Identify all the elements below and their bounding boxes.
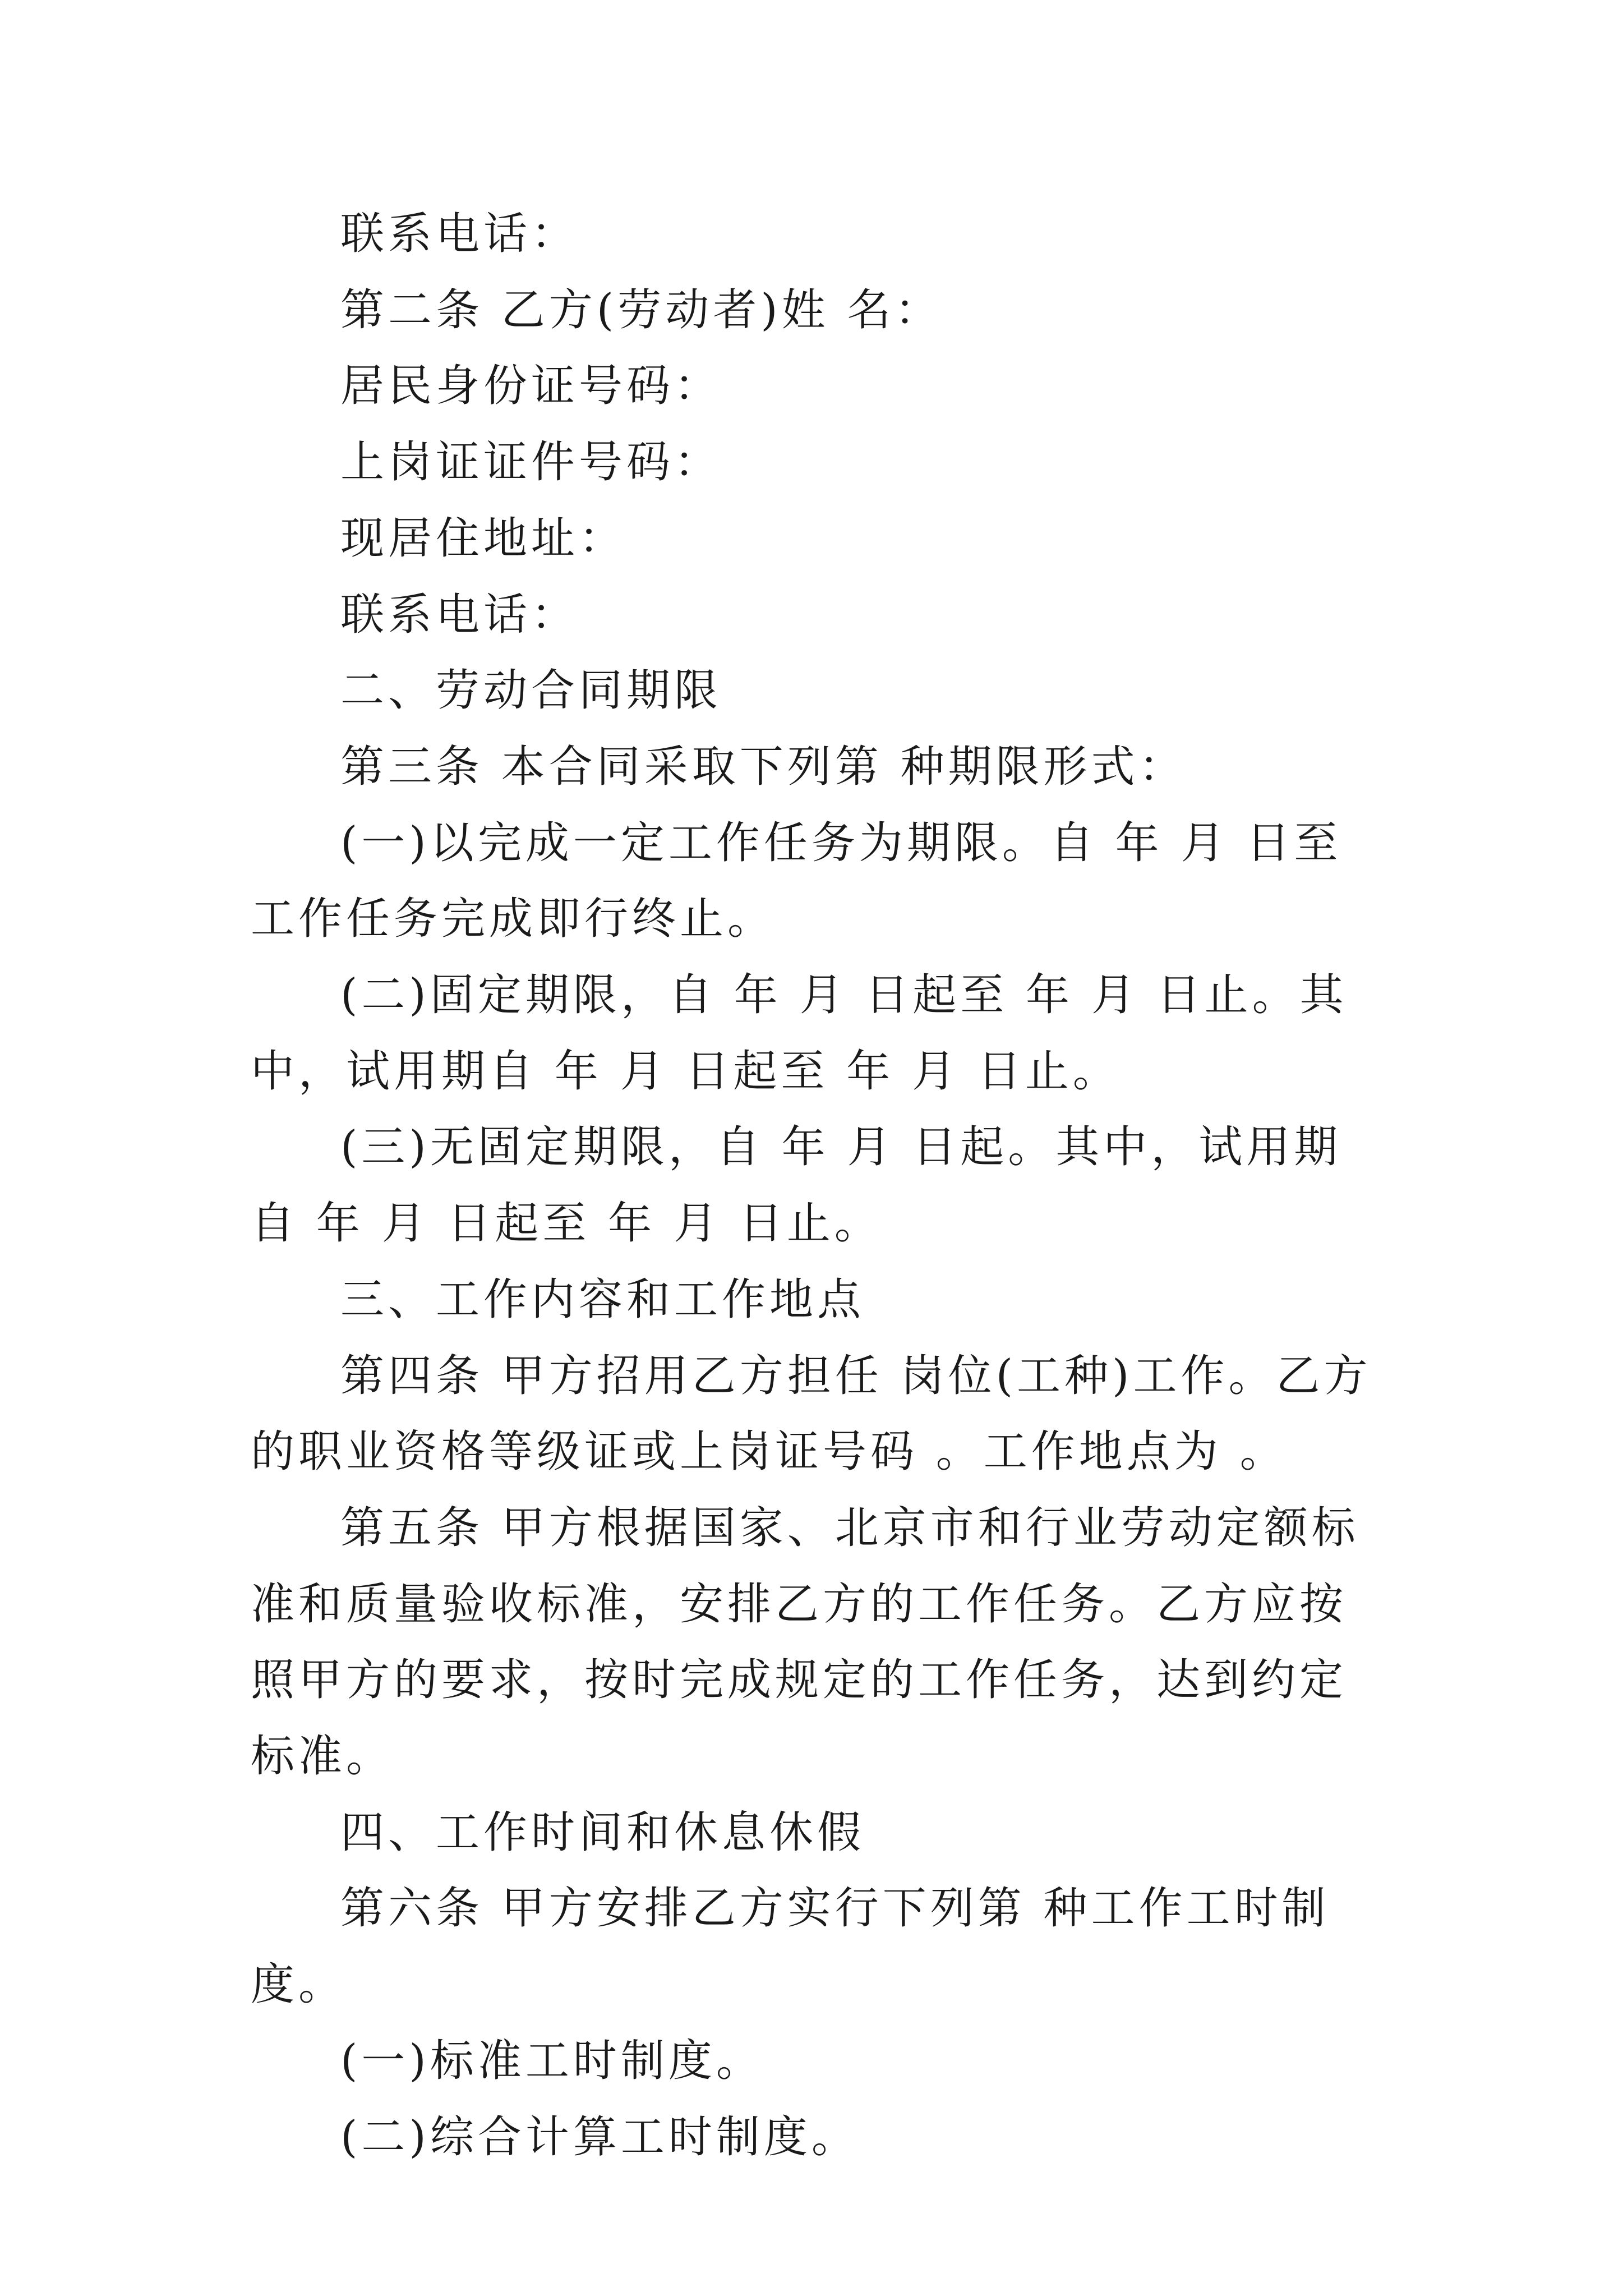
paragraph-article-3: 第三条 本合同采取下列第 种期限形式： xyxy=(340,741,1187,792)
paragraph-hours-option-1: (一)标准工时制度。 xyxy=(340,2035,764,2086)
paragraph-term-option-1: (一)以完成一定工作任务为期限。自 年 月 日至 工作任务完成即行终止。 xyxy=(251,817,1360,945)
paragraph-article-5: 第五条 甲方根据国家、北京市和行业劳动定额标准和质量验收标准，安排乙方的工作任务。乙方应按照甲方的要求，按时完成规定的工作任务，达到约定标准。 xyxy=(251,1502,1359,1782)
section-heading-work-hours: 四、工作时间和休息休假 xyxy=(340,1807,865,1858)
paragraph-contact-phone-employer: 联系电话： xyxy=(340,209,579,259)
paragraph-hours-option-2: (二)综合计算工时制度。 xyxy=(340,2111,859,2162)
paragraph-term-option-2: (二)固定期限，自 年 月 日起至 年 月 日止。其中，试用期自 年 月 日起至 年 月 日止。 xyxy=(251,970,1348,1097)
contract-body xyxy=(251,196,1389,2175)
paragraph-article-6: 第六条 甲方安排乙方实行下列第 种工作工时制度。 xyxy=(251,1883,1330,2010)
paragraph-article-4: 第四条 甲方招用乙方担任 岗位(工种)工作。乙方的职业资格等级证或上岗证号码 。工作地点为 。 xyxy=(251,1350,1372,1478)
section-heading-work-content: 三、工作内容和工作地点 xyxy=(340,1274,865,1325)
paragraph-certificate-number: 上岗证证件号码： xyxy=(340,437,722,488)
paragraph-term-option-3: (三)无固定期限，自 年 月 日起。其中，试用期自 年 月 日起至 年 月 日止。 xyxy=(251,1122,1342,1249)
section-heading-contract-term: 二、劳动合同期限 xyxy=(340,665,722,716)
paragraph-article-2-name: 第二条 乙方(劳动者)姓 名： xyxy=(340,284,943,335)
paragraph-contact-phone-employee: 联系电话： xyxy=(340,589,579,640)
paragraph-id-number: 居民身份证号码： xyxy=(340,361,722,412)
paragraph-current-address: 现居住地址： xyxy=(340,513,627,564)
